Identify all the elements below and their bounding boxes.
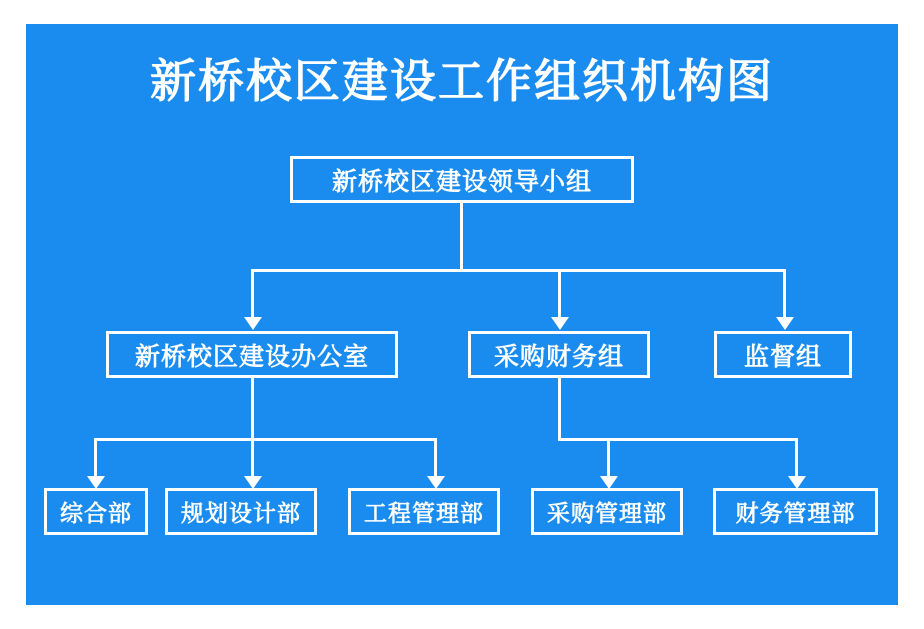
connector-trunk-purchase-finance [558,378,561,440]
connector-trunk-office [251,378,254,440]
org-node-general-dept [44,488,148,535]
connector-trunk-l1 [460,203,463,271]
org-node-supervision-group [714,331,852,378]
arrow-down-icon [551,317,569,330]
org-node-label: 综合部 [60,501,132,527]
connector-drop-general-dept [94,438,97,478]
arrow-down-icon [244,317,262,330]
org-node-label: 财务管理部 [735,501,856,527]
org-node-label: 采购管理部 [547,501,667,527]
connector-drop-engineering-dept [434,438,437,478]
connector-drop-supervision [783,269,786,319]
org-node-label: 规划设计部 [181,501,301,527]
org-node-label: 新桥校区建设领导小组 [331,166,592,196]
connector-bus-office-children [94,438,437,441]
org-node-engineering-management-dept [348,488,500,535]
connector-drop-planning-dept [251,438,254,478]
org-node-planning-design-dept [165,488,317,535]
page-title: 新桥校区建设工作组织机构图 [150,54,774,108]
connector-drop-finance-dept [795,438,798,478]
org-node-finance-management-dept [713,488,878,535]
connector-drop-purchase-finance [558,269,561,319]
connector-drop-office [251,269,254,319]
poster-background [26,24,898,605]
org-node-purchase-finance-group [468,331,650,378]
org-node-label: 新桥校区建设办公室 [134,341,369,371]
connector-drop-purchase-dept [607,438,610,478]
org-node-purchase-management-dept [531,488,683,535]
org-node-leading-group [290,156,634,203]
arrow-down-icon [776,317,794,330]
org-node-label: 监督组 [743,341,822,371]
connector-bus-l2 [251,269,786,272]
connector-bus-purchase-finance-children [558,438,798,441]
org-node-label: 采购财务组 [493,341,624,371]
org-node-label: 工程管理部 [364,501,484,527]
org-node-construction-office [106,331,398,378]
